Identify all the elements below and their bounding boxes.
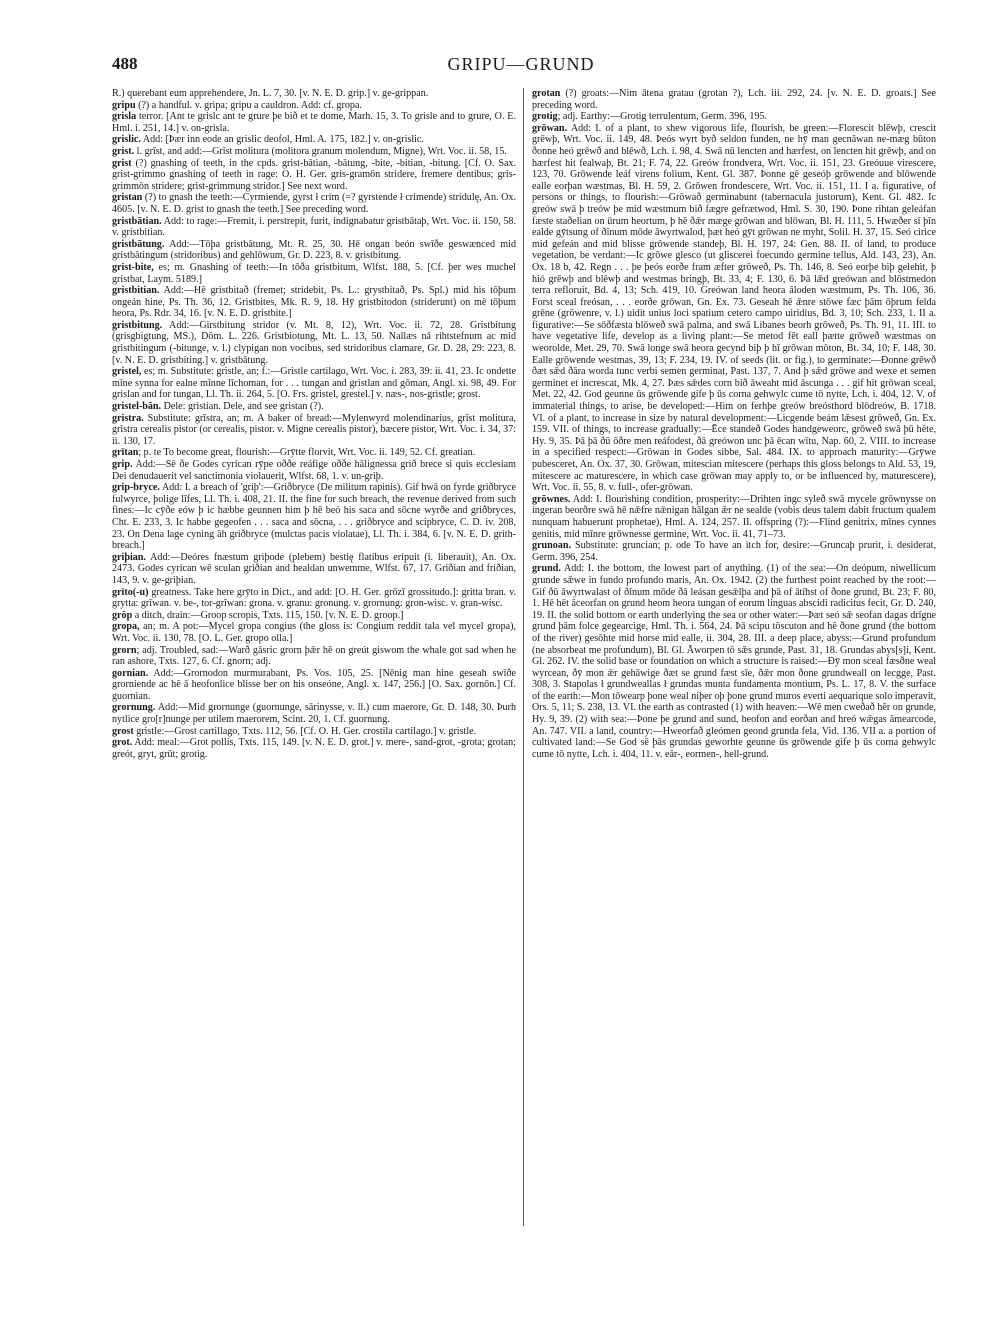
dictionary-entry bbox=[112, 366, 516, 401]
entry-text: ; p. te To become great, flourish:—Grȳtte florvit, Wrt. Voc. ii. 149, 52. Cf. greatian. bbox=[138, 447, 476, 459]
dictionary-entry bbox=[112, 587, 516, 610]
dictionary-entry bbox=[112, 320, 516, 366]
page-header bbox=[112, 54, 930, 80]
dictionary-entry bbox=[532, 88, 936, 111]
dictionary-entry bbox=[112, 146, 516, 158]
entry-headword: gripu bbox=[112, 99, 136, 111]
dictionary-entry bbox=[112, 158, 516, 193]
entry-headword: grornung. bbox=[112, 702, 156, 714]
entry-text: Add: I. flourishing condition, prosperity:—Drihten ingc syleð swā mycele grōwnysse on ingeran beorðre swā hē nǣfre nǣnigan hālgan ǣr ne sealde (vobis deus talem dabit fructum qualem nunquam habuerunt prophetae), Hml. A. 124, 257. II. offspring (?):—Flind genitrix, mīnes cynnes genitis, mid mīnre grōwnesse germine, Wrt. Voc. ii. 41, 71–73. bbox=[532, 493, 936, 540]
entry-text: Add: I. of a plant, to shew vigorous life, flourish, be green:—Florescit blēwþ, crescit grēwþ, Wrt. Voc. ii. 149, 48. Þeós wyrt byð seldon funden, ne hȳ man gecnāwan ne-mæg būton ðonne heó grēwð and blēwð, Lch. i. 98, 4. Swā nū lencten and hærfest, on lencten hit grēwþ, and on hærfest hit fealwaþ, Bt. 21; F. 74, 22. Greów frondvera, Wrt. Voc. ii. 151, 23. Greóuue virescere, 123, 70. Grōwende leáf virens folium, Kent. Gl. 387. Þonne gē geseóþ grōwende and blōwende ealle eorþan wæstmas, Bl. H. 59, 2. Grōwen frondescere, Wrt. Voc. ii. 151, 11. I a. figurative, of persons or things, to flourish:—Grōwað germinabunt (tabernacula justorum), Kent. Gl. 482. Ic greów swā þ treów þe mid wæstmum bið fægre gefrætwod, Hml. S. 30, 190. Þone rihtan geleáfan fæste staðelian on ūrum heortum, þ hē ðǣr mæge grōwan and blōwan, Bl. H. 111, 5. Hwæðer sī þīn ealde gȳtsung of ðīnum mōde āwyrtwalod, þæt heó gȳt grōwan ne myht, Solil. H. 37, 15. Seó cirice mid gefeán and mid blisse grōwende standeþ, Bl. H. 197, 24: Gen. 88. II. of land, to produce vegetation, be verdant:—Ic grōwe glesco (ut gliscerei foecundo germine tellus, Ald. 143, 23), An. Ox. 18 b, 42. Regn . . . þe þeós eorðe fram æfter grōweð, Ps. Th. 146, 8. Seó eorþe biþ gelehit, þ hió grēwþ and blēwþ and westmas bringþ, Bt. 33, 4; F. 130, 6. Þā lǣd greówan and blōstmedon terra refloruit, Bd. 4, 13; Sch. 419, 10. Greówan land heora āloden wæstmum, Ps. Th. 106, 36. Forst sceal freósan, . . . eorðe grōwan, Gn. Ex. 73. Geseah hē ǣnre stōwe fæc þām ōþrum felda grēne (grōwenre, v. l.) uidit unius loci spatium cetero campo uiridius, Bd. 3, 10; Sch. 233, 1. II a. figurative:—Se sōðfæsta blōweð swā palma, and swā Libanes beorh grōweð, Ps. Th. 91, 11. III. to have vegetative life, develop as a living plant:—Se metod fēt eall þætte grōweð wæstmas on weorolde, Met. 29, 70. Swā longe swā heora gecynd biþ þ hī grōwan mōton, Bt. 34, 10; F. 148, 30. Ealle grōwende westmas, 39, 13; F. 234, 19. IV. of seeds (lit. or fig.), to germinate:—Ðonne grēwð ðæt sǣd ðāra worda tunc verbi semen germinat, Past. 137, 7. And þ sǣd grōwe and wexe et semen germinet et increscat, Mk. 4, 27. Þæs sǣdes corn bið āweaht mid āscunga . . . gif hit grōwan sceal, Met. 22, 42. God geunne ūs grōwende gife þ ūs corna gehwylc cume tō nytte, Lch. i. 404, 12. V. of immaterial things, to arise, be developed:—Him on ferhþe greów breósthord blōdreów, B. 1718. VI. of a plant, to increase in size by natural development:—Licgende beám lǣsest grōweð, Gn. Ex. 159. VII. of things, to increase gradually:—Ēce standeð Godes handgeweorc, grōweð swā þū hēte, Hy. 9, 35. Þā þā ðū ōðre men reáfodest, ðā greówon unc þā ēcan wītu, Nap. 60, 2. VIII. to increase in a specified respect:—Grōwan in Godes sibbe, Sal. 484. IX. to approach maturity:—Grȳwe pubesceret, An. Ox. 37, 30. Grōwan, mitescian mitescere (perhaps this gloss belongs to Ald. 53, 19, mitescere ac maturescere, in which case grōwan may apply to, or be influenced by, maturescere), Wrt. Voc. ii. 55, 8. v. full-, ofer-grōwan. bbox=[532, 122, 936, 494]
dictionary-entry bbox=[532, 123, 936, 494]
dictionary-entry bbox=[112, 401, 516, 413]
entry-text: terror. [Ant te grislc ant te grure þe bið et te dome, Marh. 15, 3. To grisle and to grure, O. E. Hml. i. 251, 14.] v. on-grisla. bbox=[112, 111, 516, 134]
right-column bbox=[532, 88, 936, 1308]
entry-headword: gristbitian. bbox=[112, 285, 160, 297]
entry-text: Add:—Girstbitung stridor (v. Mt. 8, 12), Wrt. Voc. ii. 72, 28. Gristbitung (grisgbigtung, MS.), Dōm. L. 226. Gristbiotung, Mt. L. 13, 50. Nallæs nā rihtstefnum ac mid gristbitingum (-bitunge, v. l.) clypigan non vocibus, sed stridoribus clamare, Gr. D. 28, 29: 223, 8. [v. N. E. D. gristbiting.] v. gristbātung. bbox=[112, 319, 516, 366]
dictionary-entry bbox=[532, 111, 936, 123]
dictionary-entry bbox=[112, 262, 516, 285]
entry-headword: grotan bbox=[532, 88, 561, 99]
running-title: GRIPU—GRUND bbox=[447, 54, 595, 74]
dictionary-entry bbox=[112, 111, 516, 134]
entry-text: Add:—Grornodon murmurabant, Ps. Vos. 105, 25. [Nēnig man hine geseah swīðe grorniende ac hē ā heofonlice blisse ber on his onseóne, Angl. x. 147, 256.] [O. Sax. gornōn.] Cf. guornian. bbox=[112, 667, 516, 702]
entry-headword: grip. bbox=[112, 459, 133, 470]
entry-text: Substitute: grīstra, an; m. A baker of bread:—Mylenwyrd molendinarius, grīst molitura, grīstra cerealis pistor (or cerealis, pistor. v. Migne cerealis pistor), bæcere pistor, Wrt. Voc. i. 34, 37: ii. 130, 17. bbox=[112, 412, 516, 447]
entry-text: R.) querebant eum apprehendere, Jn. L. 7, 30. [v. N. E. D. grip.] v. ge-grippan. bbox=[112, 88, 429, 99]
dictionary-entry bbox=[532, 563, 936, 760]
entry-headword: grot. bbox=[112, 737, 133, 749]
dictionary-entry bbox=[112, 192, 516, 215]
dictionary-entry bbox=[112, 134, 516, 146]
entry-text: Add:—Deóres fnæstum griþode (plebem) bestię flatibus eripuit (i. liberauit), An. Ox. 2473. Godes cyrican wē sculan griðian and healdan unwemme, Wlfst. 67, 17. Griðian and friðian, 143, 9. v. ge-griþian. bbox=[112, 551, 516, 586]
entry-headword: grisla bbox=[112, 111, 137, 123]
entry-text: Add:—Tōþa gristbātung, Mt. R. 25, 30. Hē ongan beón swīðe geswænced mid gristbātingum (stridoribus) and gehlōwum, Gr. D. 223, 8. v. gristbitung. bbox=[112, 238, 516, 262]
entry-headword: grōwan. bbox=[532, 122, 568, 134]
entry-text: Add: I. the bottom, the lowest part of anything. (1) of the sea:—On deópum, niwellicum grunde sǣwe in fundo profundo maris, An. Ox. 1942. (2) the furthest point reached by the root:—Gif ðū āwyrtwalast of ðīnum mōde ðā leásan gesǣlþa and þā of ātīhst of ðone grund, Bt. 23; F. 80, 1. Hē hēt āceorfan on grund heom heora tungan of eorum linguas abscidi radicitus fecit, Gr. D. 240, 19. II. the solid bottom or earth underlying the sea or other water:—Þæt seó sǣ seofan dagas drīgne grund þām folce gegearcige, Hml. Th. i. 564, 24. Þā scipu tōscuton and hē ðone grund (the bottom of the river) gesōhte mid horse mid ealle, ii. 304, 28. III. a deep place, abyss:—Grund profundum (ne absorbeat me profundum), Bl. Gl. Āworpen tō sǣs grunde, Past. 31, 18. Grundas abys[s]i, Kent. Gl. 262. IV. the solid base or foundation on which a structure is raised:—Ðȳ mon sceal fæsðne weal wyrcean, ðȳ mon ǣr gehāwige ðæt se grund fæst sīe, ðǣr mon ðone grundweall on lecgge, Past. 308, 3. Stapolas ł grundweallas ł grundas munta fundamenta montium, Ps. L. 17, 8. V. the surface of the earth:—Mon tōwearp þone weal niþer oþ þone grund muros everti aequarique solo imperavit, Ors. 5, 11; S. 238, 13. VI. the earth as contrasted (1) with heaven:—Wē men cweðað hēr on grunde, Hy. 9, 39. (2) with sea:—Þone þe grund and sund, heofon and eorðan and hreó wǣgas āmearcode, An. 747. VII. a land, country:—Hweorfað gleómen geond grunda fela, Vid. 136. VII a. a portion of cultivated land:—Se God sē þās grundas geworhte geunne ūs grōwende gife þ ūs corna gehwylc cume tō nytte, Lch. i. 404, 11. v. eār-, eormen-, hell-grund. bbox=[532, 563, 936, 760]
entry-text: a ditch, drain:—Groop scropis, Txts. 115, 150. [v. N. E. D. groop.] bbox=[132, 609, 404, 621]
entry-text: Add: to rage:—Fremit, i. perstrepit, furit, indignabatur gristbātaþ, Wrt. Voc. ii. 150, 58. v. gristbitian. bbox=[112, 215, 516, 239]
dictionary-entry bbox=[112, 239, 516, 262]
entry-text: Add:—Sē ðe Godes cyrican rȳpe oððe reáfige oððe hālignessa grið brece si quis ecclesiam Dei denudauerit vel sanctimonia violauerit, Wlfst. 68, 1. v. un-griþ. bbox=[112, 459, 516, 482]
dictionary-entry bbox=[112, 552, 516, 587]
entry-headword: grīto(-u) bbox=[112, 586, 149, 598]
entry-headword: grost bbox=[112, 725, 134, 737]
entry-headword: grist. bbox=[112, 145, 135, 157]
entry-text: Add:—Hē gristbitað (fremet; stridebit, Ps. L.: grystbitað, Ps. Spl.) mid his tōþum ongeán hine, Ps. Th. 36, 12. Gristbites, Mk. R. 9, 18. Hȳ gristbitodon (striderunt) on mē tōþum heora, Ps. Rdr. 34, 16. [v. N. E. D. gristbite.] bbox=[112, 285, 516, 320]
entry-text: gristle:—Grost cartillago, Txts. 112, 56. [Cf. O. H. Ger. crostila cartilago.] v. gristle. bbox=[133, 725, 477, 737]
entry-headword: gropa, bbox=[112, 621, 140, 633]
dictionary-entry bbox=[112, 88, 516, 100]
entry-text: (?) to gnash the teeth:—Cyrmiende, gyrst ł crim (=? gyrstende ł crimende) stridulę, An. Ox. 4605. [v. N. E. D. grist to gnash the teeth.] See preceding word. bbox=[112, 192, 516, 215]
dictionary-entry bbox=[112, 482, 516, 552]
entry-text: Add: I. a breach of 'griþ':—Griðbryce (De militum rapinis). Gif hwā on fyrde griðbryce fulwyrce, þolige līfes, Ll. Th. i. 408, 21. II. the fine for such breach, the revenue derived from such fines:—Ic cȳðe eów þ ic hæbbe geunnen him þ hē beó his saca and sōcne wyrðe and griðbryces, Cht. E. 233, 3. Ic habbe gegeofen . . . saca and sōcna, . . . griðbryce and scipbryce, C. D. iv. 208, 23. On Dena lage cyning āh griðbryce (mulctas pacis violatae), Ll. Th. i. 384, 6. [v. N. E. D. grith-breach.] bbox=[112, 482, 516, 552]
entry-headword: gristbātung. bbox=[112, 238, 165, 250]
entry-text: ; adj. Troubled, sad:—Warð gāsric grorn þǣr hē on greút giswom the whale got sad when he ran ashore, Txts. 127, 6. Cf. gnorn; adj. bbox=[112, 644, 516, 668]
entry-text: es; m. Substitute: gristle, an; f.:—Gristle cartilago, Wrt. Voc. i. 283, 39: ii. 41, 23. Ic ondette mīne synna for ealne mīnne līchoman, for . . . tungan and gristlan and gōman, Angl. xi. 98, 49. For grislan and for tungan, Ll. Th. ii. 264, 5. [O. Frs. gristel, grestel.] v. næs-, nos-gristle; grost. bbox=[112, 366, 516, 401]
entry-headword: griþian. bbox=[112, 551, 146, 563]
column-divider bbox=[523, 88, 524, 1226]
entry-headword: gristbātian. bbox=[112, 215, 162, 227]
dictionary-entry bbox=[112, 459, 516, 482]
entry-headword: grislic. bbox=[112, 134, 141, 146]
page-number: 488 bbox=[112, 54, 138, 73]
entry-headword: gristel, bbox=[112, 366, 142, 378]
dictionary-entry bbox=[112, 413, 516, 448]
entry-headword: grōp bbox=[112, 609, 133, 621]
dictionary-entry bbox=[112, 726, 516, 738]
dictionary-entry bbox=[532, 494, 936, 540]
entry-text: ; adj. Earthy:—Grotig terrulentum, Germ. 396, 195. bbox=[557, 111, 768, 123]
entry-text: es; m. Gnashing of teeth:—In tōða gristbitum, Wlfst. 188, 5. [Cf. þer wes muchel gristbat, Laym. 5189.] bbox=[112, 261, 516, 285]
dictionary-entry bbox=[532, 540, 936, 563]
entry-headword: grorn bbox=[112, 644, 137, 656]
entry-headword: grip-bryce. bbox=[112, 482, 160, 494]
dictionary-entry bbox=[112, 216, 516, 239]
entry-headword: grunoan. bbox=[532, 540, 571, 552]
entry-text: Add: [Þær inn eode an grislic deofol, Hml. A. 175, 182.] v. on-grislic. bbox=[140, 134, 424, 146]
entry-text: Substitute: gruncian; p. ode To have an itch for, desire:—Gruncaþ prurit, i. desiderat, Germ. 396, 254. bbox=[532, 540, 936, 563]
dictionary-entry bbox=[112, 737, 516, 760]
dictionary-entry bbox=[112, 621, 516, 644]
entry-headword: grītan bbox=[112, 447, 139, 459]
dictionary-entry bbox=[112, 100, 516, 112]
dictionary-entry bbox=[112, 668, 516, 703]
entry-headword: gristra. bbox=[112, 412, 144, 424]
entry-headword: grund. bbox=[532, 563, 561, 575]
dictionary-entry bbox=[112, 610, 516, 622]
dictionary-entry bbox=[112, 447, 516, 459]
entry-headword: grōwnes. bbox=[532, 493, 571, 505]
entry-text: (?) groats:—Nim ātena gratau (grotan ?), Lch. iii. 292, 24. [v. N. E. D. groats.] See preceding word. bbox=[532, 88, 936, 111]
entry-text: Add:—Mid grornunge (guornunge, sārinysse, v. ll.) cum maerore, Gr. D. 148, 30. Þurh nytlice gro[r]nunge per utilem maerorem, Scint. 20, 1. Cf. guornung. bbox=[112, 702, 516, 726]
entry-headword: gristbitung. bbox=[112, 319, 163, 331]
entry-headword: grotig bbox=[532, 111, 558, 123]
entry-text: greatness. Take here grȳto in Dict., and add: [O. H. Ger. grōzī grossitudo.]: gritta bran. v. grytta: grīwan. v. be-, tor-grīwan: grona. v. granu: gronung. v. grornung: gron-wisc. v. gran-wisc. bbox=[112, 586, 516, 610]
entry-headword: gornian. bbox=[112, 667, 149, 679]
entry-text: an; m. A pot:—Mycel gropa congius (the gloss is: Congium reddit tala vel mycel gropa), Wrt. Voc. ii. 130, 78. [O. L. Ger. gropo olla.] bbox=[112, 621, 516, 644]
entry-text: Dele: gristian. Dele, and see gristan (?). bbox=[161, 401, 324, 413]
entry-text: Add: meal:—Grot pollis, Txts. 115, 149. [v. N. E. D. grot.] v. mere-, sand-grot, -grota; grotan; greót, gryt, grūt; grotig. bbox=[112, 737, 516, 760]
entry-text: (?) a handful. v. gripa; gripu a cauldron. Add: cf. gropa. bbox=[135, 99, 362, 111]
entry-text: (?) gnashing of teeth, in the cpds. grist-bātian, -bātung, -bite, -bitian, -bitung. [Cf. O. Sax. grist-grimmo gnashing of teeth in rage: O. H. Ger. gris-gramōn stridere, fremere dentibus; gris-grimmōn stridere; grist-grimmung stridor.] See next word. bbox=[112, 157, 516, 192]
entry-headword: grist-bite, bbox=[112, 261, 154, 273]
entry-headword: gristel-bān. bbox=[112, 401, 162, 413]
left-column bbox=[112, 88, 516, 1308]
entry-headword: grist bbox=[112, 157, 132, 169]
dictionary-entry bbox=[112, 285, 516, 320]
dictionary-entry bbox=[112, 645, 516, 668]
entry-headword: gristan bbox=[112, 192, 143, 204]
entry-text: l. grīst, and add:—Grīst molitura (molitora granum molendum, Migne), Wrt. Voc. ii. 58, 15. bbox=[134, 145, 507, 157]
dictionary-entry bbox=[112, 702, 516, 725]
